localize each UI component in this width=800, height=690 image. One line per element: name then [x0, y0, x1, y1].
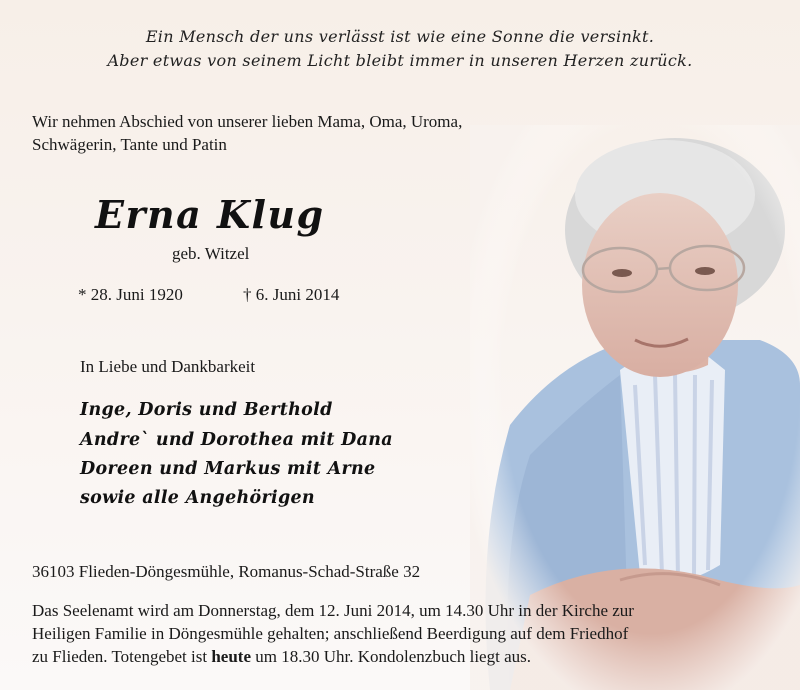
mourner-line: Doreen und Markus mit Arne	[80, 459, 376, 479]
mourner-line: Inge, Doris und Berthold	[80, 400, 333, 420]
notice-emphasis-today: heute	[211, 647, 251, 666]
quote-line-1: Ein Mensch der uns verlässt ist wie eine Sonne die versinkt.	[145, 27, 655, 46]
birth-date: * 28. Juni 1920	[78, 285, 183, 304]
deceased-name: Erna Klug	[95, 192, 325, 237]
mourner-line: sowie alle Angehörigen	[80, 488, 315, 508]
quote-line-2: Aber etwas von seinem Licht bleibt immer in unseren Herzen zurück.	[107, 51, 693, 70]
birth-name: geb. Witzel	[172, 244, 250, 263]
intro-line-1: Wir nehmen Abschied von unserer lieben Mama, Oma, Uroma,	[32, 112, 463, 131]
notice-line-1: Das Seelenamt wird am Donnerstag, dem 12. Juni 2014, um 14.30 Uhr in der Kirche zur	[32, 601, 634, 620]
mourner-line: Andre` und Dorothea mit Dana	[80, 430, 393, 450]
notice-line-3	[32, 645, 782, 668]
intro-line-2: Schwägerin, Tante und Patin	[32, 135, 227, 154]
notice-line-3-start: zu Flieden. Totengebet ist	[32, 647, 212, 666]
death-date: † 6. Juni 2014	[243, 285, 340, 304]
address: 36103 Flieden-Döngesmühle, Romanus-Schad-Straße 32	[32, 562, 421, 581]
closing-phrase: In Liebe und Dankbarkeit	[80, 357, 256, 376]
notice-line-3-end: um 18.30 Uhr. Kondolenzbuch liegt aus.	[251, 647, 531, 666]
notice-line-2: Heiligen Familie in Döngesmühle gehalten; anschließend Beerdigung auf dem Friedhof	[32, 624, 629, 643]
funeral-notice	[32, 599, 782, 668]
